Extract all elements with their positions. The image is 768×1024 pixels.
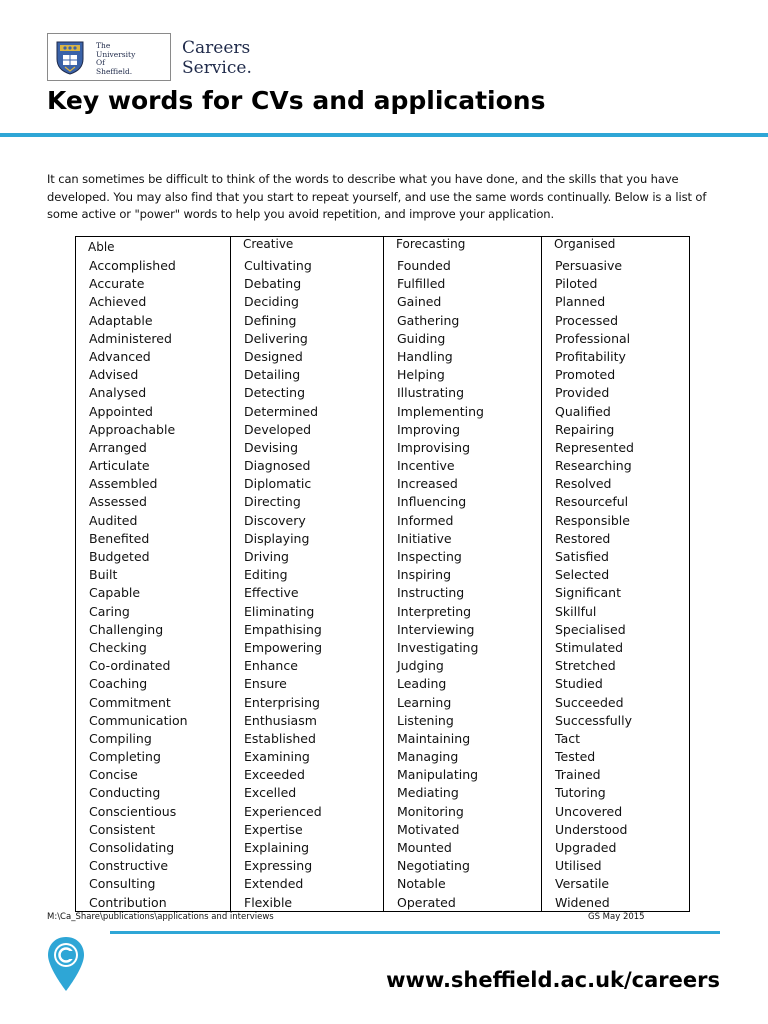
keyword-item: Succeeded	[555, 694, 624, 710]
keyword-item: Processed	[555, 312, 619, 328]
keyword-item: Developed	[244, 421, 312, 437]
university-name-line: University	[96, 49, 136, 59]
keyword-item: Approachable	[89, 421, 176, 437]
keyword-item: Commitment	[89, 694, 171, 710]
keyword-item: Built	[89, 567, 118, 583]
keyword-item: Repairing	[555, 421, 615, 437]
university-logo	[47, 33, 171, 81]
keyword-item: Accomplished	[89, 258, 176, 273]
keyword-item: Improving	[397, 421, 461, 437]
keyword-item: Leading	[397, 676, 447, 692]
keyword-item: Excelled	[244, 785, 297, 801]
careers-service-line: Service.	[182, 58, 252, 78]
keyword-item: Skillful	[555, 603, 597, 619]
keyword-item: Exceeded	[244, 767, 305, 783]
keyword-item: Experienced	[244, 803, 322, 819]
keyword-item: Directing	[244, 494, 301, 510]
university-name	[96, 42, 168, 76]
keyword-item: Co-ordinated	[89, 658, 171, 674]
keyword-item: Researching	[555, 458, 632, 474]
keyword-item: Upgraded	[555, 840, 617, 855]
keyword-item: Interviewing	[397, 621, 475, 637]
keywords-column	[230, 237, 383, 911]
keyword-item: Established	[244, 730, 316, 746]
keyword-item: Widened	[555, 894, 610, 910]
keyword-item: Profitability	[555, 348, 626, 364]
university-name-line: The	[96, 41, 111, 50]
keyword-item: Guiding	[397, 330, 446, 346]
keyword-item: Explaining	[244, 840, 310, 855]
keyword-item: Consolidating	[89, 840, 175, 855]
column-header: Organised	[554, 237, 616, 251]
keyword-item: Utilised	[555, 858, 602, 874]
university-name-line: Of	[96, 58, 105, 67]
keyword-item: Resolved	[555, 476, 612, 492]
keyword-item: Coaching	[89, 676, 148, 692]
keyword-item: Significant	[555, 585, 621, 601]
keyword-item: Successfully	[555, 712, 632, 728]
keyword-item: Designed	[244, 348, 303, 364]
keywords-column	[541, 237, 689, 911]
keyword-item: Empathising	[244, 621, 322, 637]
keyword-item: Monitoring	[397, 803, 464, 819]
keyword-item: Eliminating	[244, 603, 315, 619]
keyword-item: Persuasive	[555, 258, 623, 273]
keyword-item: Expertise	[244, 821, 303, 837]
keyword-item: Diplomatic	[244, 476, 312, 492]
keyword-item: Incentive	[397, 458, 455, 474]
top-divider	[0, 133, 768, 137]
keyword-item: Deciding	[244, 294, 299, 310]
keyword-item: Informed	[397, 512, 454, 528]
keyword-item: Handling	[397, 348, 453, 364]
keyword-item: Interpreting	[397, 603, 472, 619]
keyword-item: Advised	[89, 367, 139, 383]
university-crest-icon	[56, 41, 84, 75]
keyword-item: Caring	[89, 603, 130, 619]
keyword-item: Motivated	[397, 821, 460, 837]
keyword-item: Uncovered	[555, 803, 623, 819]
keyword-item: Adaptable	[89, 312, 153, 328]
keyword-item: Provided	[555, 385, 610, 401]
keyword-item: Understood	[555, 821, 628, 837]
keyword-item: Increased	[397, 476, 458, 492]
revision-date: GS May 2015	[588, 912, 645, 922]
careers-service-title	[182, 38, 252, 78]
keyword-item: Versatile	[555, 876, 610, 892]
keyword-item: Analysed	[89, 385, 147, 401]
keyword-item: Investigating	[397, 639, 479, 655]
keyword-item: Completing	[89, 749, 161, 765]
keyword-item: Accurate	[89, 276, 145, 292]
keyword-item: Promoted	[555, 367, 616, 383]
keyword-item: Fulfilled	[397, 276, 446, 292]
keyword-item: Influencing	[397, 494, 467, 510]
keyword-item: Piloted	[555, 276, 598, 292]
intro-paragraph: It can sometimes be difficult to think of the words to describe what you have done, and the skills that you have developed. You may also find that you start to repeat yourself, and use the same words continually. Below is a list of some active or "power" words to help you avoid repetition, and improve your application.	[47, 172, 707, 221]
keyword-item: Conscientious	[89, 803, 177, 819]
file-path-note: M:\Ca_Share\publications\applications and interviews	[47, 912, 274, 922]
keyword-item: Administered	[89, 330, 172, 346]
keyword-item: Stretched	[555, 658, 616, 674]
careers-service-line: Careers	[182, 38, 251, 58]
keyword-item: Checking	[89, 639, 147, 655]
word-list	[244, 257, 322, 912]
keyword-item: Resourceful	[555, 494, 629, 510]
keyword-item: Detecting	[244, 385, 306, 401]
keyword-item: Implementing	[397, 403, 484, 419]
keyword-item: Advanced	[89, 348, 151, 364]
location-pin-icon	[46, 935, 86, 993]
keyword-item: Tutoring	[555, 785, 606, 801]
keyword-item: Achieved	[89, 294, 147, 310]
keyword-item: Listening	[397, 712, 454, 728]
keyword-item: Planned	[555, 294, 606, 310]
keyword-item: Specialised	[555, 621, 626, 637]
keyword-item: Founded	[397, 258, 451, 273]
keyword-item: Operated	[397, 894, 456, 910]
keyword-item: Restored	[555, 530, 611, 546]
keyword-item: Assessed	[89, 494, 147, 510]
keyword-item: Studied	[555, 676, 603, 692]
keyword-item: Initiative	[397, 530, 452, 546]
keyword-item: Budgeted	[89, 549, 150, 564]
keyword-item: Diagnosed	[244, 458, 311, 474]
word-list	[555, 257, 634, 912]
keyword-item: Effective	[244, 585, 299, 601]
keyword-item: Contribution	[89, 894, 167, 910]
keyword-item: Delivering	[244, 330, 308, 346]
word-list	[397, 257, 484, 912]
keyword-item: Detailing	[244, 367, 301, 383]
keyword-item: Concise	[89, 767, 138, 783]
keyword-item: Defining	[244, 312, 297, 328]
page-title: Key words for CVs and applications	[47, 86, 546, 115]
keywords-table	[75, 236, 690, 912]
keyword-item: Professional	[555, 330, 631, 346]
keyword-item: Enterprising	[244, 694, 320, 710]
keyword-item: Consulting	[89, 876, 156, 892]
keyword-item: Qualified	[555, 403, 611, 419]
keyword-item: Improvising	[397, 439, 471, 455]
keyword-item: Ensure	[244, 676, 287, 692]
keyword-item: Examining	[244, 749, 310, 765]
keyword-item: Mediating	[397, 785, 459, 801]
keyword-item: Challenging	[89, 621, 164, 637]
keyword-item: Inspiring	[397, 567, 451, 583]
keyword-item: Capable	[89, 585, 141, 601]
keyword-item: Responsible	[555, 512, 630, 528]
keyword-item: Empowering	[244, 639, 323, 655]
keyword-item: Gathering	[397, 312, 460, 328]
university-name-line: Sheffield.	[96, 66, 133, 76]
keyword-item: Represented	[555, 439, 634, 455]
keyword-item: Maintaining	[397, 730, 471, 746]
column-header: Able	[88, 240, 115, 254]
keyword-item: Illustrating	[397, 385, 464, 401]
keyword-item: Communication	[89, 712, 188, 728]
keyword-item: Consistent	[89, 821, 156, 837]
keyword-item: Benefited	[89, 530, 150, 546]
keyword-item: Audited	[89, 512, 138, 528]
keyword-item: Gained	[397, 294, 442, 310]
keyword-item: Displaying	[244, 530, 310, 546]
keyword-item: Determined	[244, 403, 319, 419]
keyword-item: Managing	[397, 749, 459, 765]
keyword-item: Selected	[555, 567, 610, 583]
keyword-item: Inspecting	[397, 549, 462, 564]
keyword-item: Enhance	[244, 658, 298, 674]
keyword-item: Debating	[244, 276, 302, 292]
bottom-divider	[110, 931, 720, 934]
keyword-item: Appointed	[89, 403, 153, 419]
keyword-item: Devising	[244, 439, 299, 455]
keyword-item: Enthusiasm	[244, 712, 317, 728]
keyword-item: Extended	[244, 876, 304, 892]
keyword-item: Arranged	[89, 439, 147, 455]
keyword-item: Flexible	[244, 894, 293, 910]
column-header: Forecasting	[396, 237, 466, 251]
keyword-item: Driving	[244, 549, 289, 564]
word-list	[89, 257, 188, 912]
keywords-column	[76, 237, 230, 911]
keyword-item: Tested	[555, 749, 596, 765]
keyword-item: Helping	[397, 367, 445, 383]
keyword-item: Mounted	[397, 840, 452, 855]
keyword-item: Tact	[555, 730, 580, 746]
keyword-item: Satisfied	[555, 549, 609, 564]
keyword-item: Instructing	[397, 585, 465, 601]
keyword-item: Conducting	[89, 785, 161, 801]
keyword-item: Cultivating	[244, 258, 312, 273]
keyword-item: Notable	[397, 876, 446, 892]
keyword-item: Manipulating	[397, 767, 479, 783]
keyword-item: Stimulated	[555, 639, 624, 655]
keyword-item: Assembled	[89, 476, 158, 492]
keywords-column	[383, 237, 541, 911]
keyword-item: Expressing	[244, 858, 313, 874]
website-link[interactable]: www.sheffield.ac.uk/careers	[386, 968, 720, 992]
keyword-item: Trained	[555, 767, 601, 783]
keyword-item: Negotiating	[397, 858, 470, 874]
keyword-item: Discovery	[244, 512, 306, 528]
keyword-item: Editing	[244, 567, 288, 583]
keyword-item: Articulate	[89, 458, 150, 474]
column-header: Creative	[243, 237, 294, 251]
keyword-item: Compiling	[89, 730, 152, 746]
keyword-item: Constructive	[89, 858, 169, 874]
keyword-item: Learning	[397, 694, 452, 710]
keyword-item: Judging	[397, 658, 444, 674]
